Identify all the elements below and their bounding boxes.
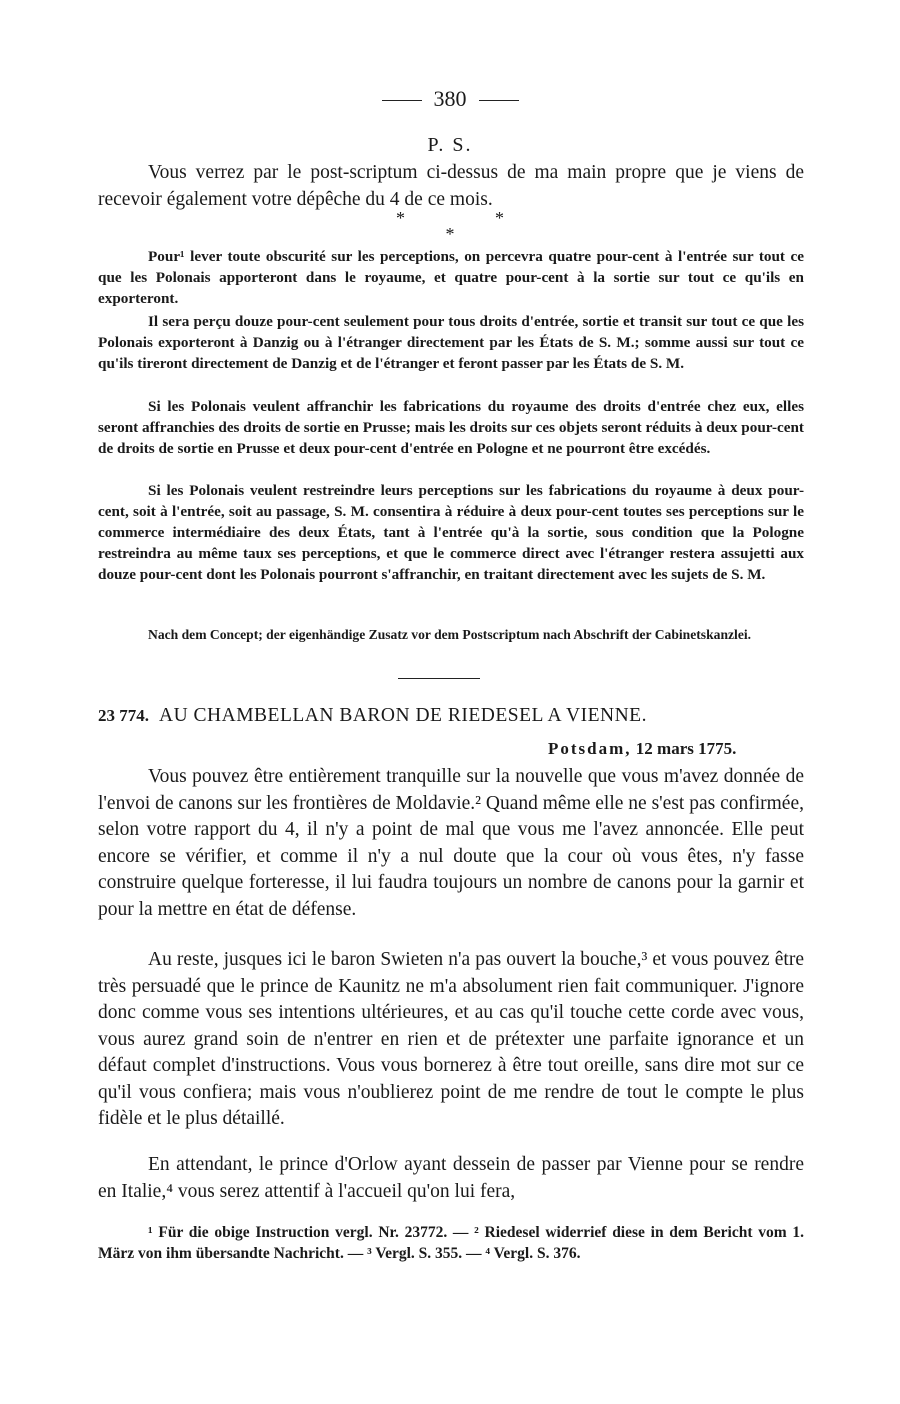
document-title: AU CHAMBELLAN BARON DE RIEDESEL A VIENNE. <box>159 705 647 726</box>
letter-paragraph-2: Au reste, jusques ici le baron Swieten n'a pas ouvert la bouche,³ et vous pouvez être très persuadé que le prince de Kaunitz ne m'a absolument rien fait communiquer. J'ignore donc comme vous ses intentions ultérieures, et au cas qu'il touche cette corde avec vous, vous aurez grand soin de n'entrer en rien et de prétexter une parfaite ignorance et un défaut complet d'instructions. Vous vous bornerez à être tout oreille, sans dire mot sur ce qu'il vous confiera; mais vous n'oublierez point de me rendre de tout le compte le plus fidèle et le plus détaillé. <box>98 949 804 1129</box>
dateline-date: 12 mars 1775. <box>635 739 737 758</box>
memo-paragraph-2: Il sera perçu douze pour-cent seulement pour tous droits d'entrée, sortie et transit sur tout ce que les Polonais exporteront à Danzig ou à l'étranger directement par les États de S. M.; somme aussi sur tout ce qu'ils tireront directement de Danzig et de l'étranger et feront passer par les États de S. M. <box>98 313 804 372</box>
letter-paragraph-1: Vous pouvez être entièrement tranquille sur la nouvelle que vous m'avez donnée de l'envoi de canons sur les frontières de Moldavie.² Quand même elle ne s'est pas confirmée, selon votre rapport du 4, il n'y a point de mal que vous me l'avez annoncée. Elle peut encore se vérifier, et comme il n'y a nul doute que la cour où vous êtes, n'y fasse construire quelque forteresse, il lui faudra toujours un nombre de canons pour la garnir et pour la mettre en état de défense. <box>98 766 804 920</box>
source-note: Nach dem Concept; der eigenhändige Zusatz vor dem Postscriptum nach Abschrift der Cabinetskanzlei. <box>148 627 752 642</box>
dateline-place: Potsdam, <box>548 739 632 758</box>
page-number: 380 <box>433 86 467 111</box>
footnotes: ¹ Für die obige Instruction vergl. Nr. 23772. — ² Riedesel widerrief diese in dem Bericht vom 1. März von ihm übersandte Nachricht. — ³ Vergl. S. 355. — ⁴ Vergl. S. 376. <box>98 1224 804 1262</box>
document-number: 23 774. <box>98 706 149 725</box>
section-divider <box>398 678 480 679</box>
postscript-heading: P. S. <box>427 134 473 156</box>
document-heading <box>98 705 804 727</box>
page-header <box>0 86 900 112</box>
asterism: * * * <box>396 208 504 244</box>
memo-paragraph-3: Si les Polonais veulent affranchir les fabrications du royaume des droits d'entrée chez eux, elles seront affranchies des droits de sortie en Prusse; mais les droits sur ces objets seront réduits à deux pour-cent de droits de sortie en Prusse et deux pour-cent d'entrée en Pologne et ne pourront être excédés. <box>98 398 804 457</box>
memo-paragraph-4: Si les Polonais veulent restreindre leurs perceptions sur les fabrications du royaume à deux pour-cent, soit à l'entrée, soit au passage, S. M. consentira à réduire à deux pour-cent toutes ses perceptions sur le commerce intermédiaire des deux États, tant à l'entrée qu'à la sortie, sous condition que la Pologne restreindra au même taux ses perceptions, et que le commerce direct avec l'étranger restera assujetti aux douze pour-cent dont les Polonais pourront s'affranchir, en traitant directement avec les sujets de S. M. <box>98 482 804 583</box>
postscript-text: Vous verrez par le post-scriptum ci-dessus de ma main propre que je viens de recevoir également votre dépêche du 4 de ce mois. <box>98 162 804 210</box>
letter-paragraph-3: En attendant, le prince d'Orlow ayant dessein de passer par Vienne pour se rendre en Italie,⁴ vous serez attentif à l'accueil qu'on lui fera, <box>98 1154 804 1202</box>
dateline <box>548 739 736 759</box>
header-rule-right <box>479 100 519 101</box>
memo-paragraph-1: Pour¹ lever toute obscurité sur les perceptions, on percevra quatre pour-cent à l'entrée sur tout ce que les Polonais apporteront dans le royaume, et quatre pour-cent à la sortie sur tout ce qu'ils en exporteront. <box>98 248 804 307</box>
header-rule-left <box>382 100 422 101</box>
